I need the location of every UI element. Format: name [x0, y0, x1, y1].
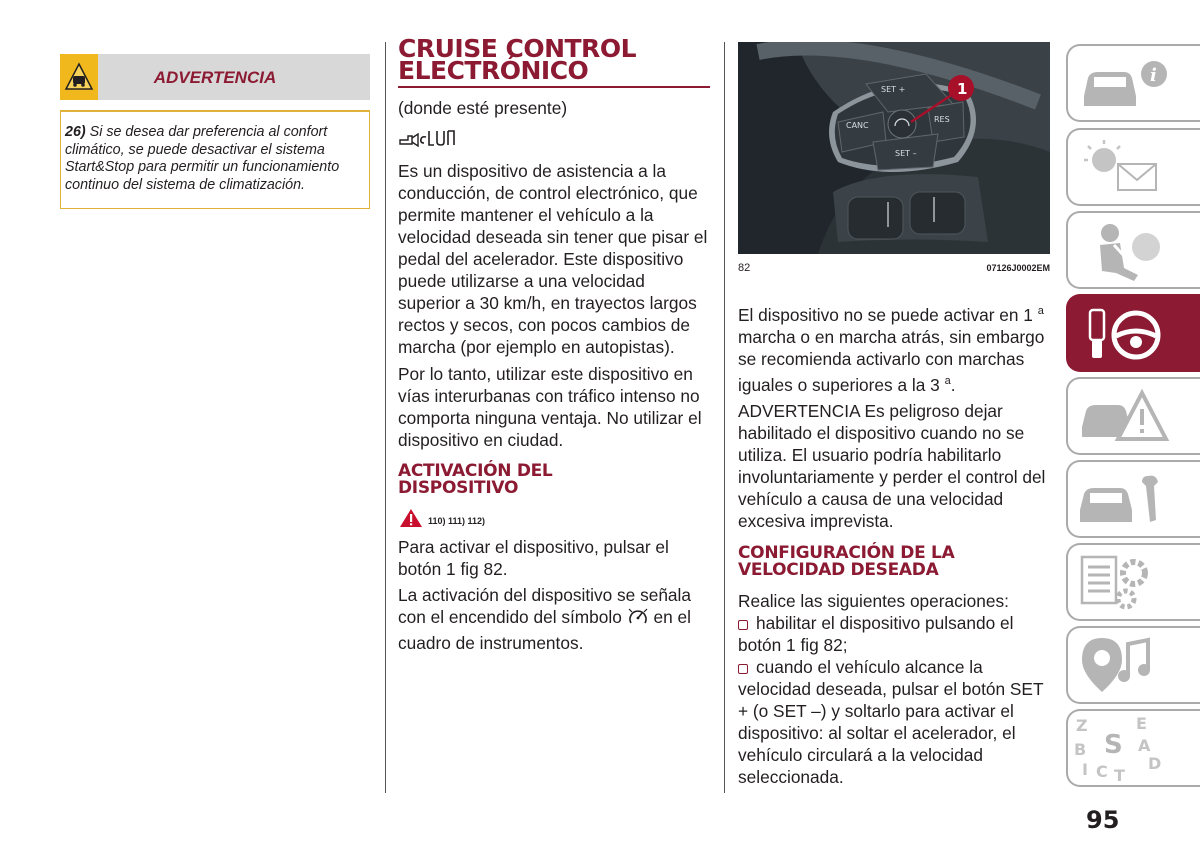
safety-seat-icon	[1068, 213, 1188, 287]
tab-technical-data[interactable]	[1066, 543, 1200, 621]
index-letter: I	[1082, 760, 1088, 779]
checkbox-bullet-icon	[738, 620, 748, 630]
gear-paragraph	[738, 300, 1050, 396]
svg-text:i: i	[1150, 65, 1157, 86]
multimedia-icon	[1068, 628, 1188, 702]
steering-key-icon	[1068, 296, 1188, 370]
index-letter: A	[1138, 736, 1151, 755]
activation-heading-line2: DISPOSITIVO	[398, 478, 519, 498]
page-number: 95	[1086, 806, 1120, 834]
activation-heading-line1: ACTIVACIÓN DEL	[398, 461, 553, 481]
steering-wheel-figure	[738, 42, 1050, 254]
warning-note-text: Si se desea dar preferencia al confort climático, se puede desactivar el sistema Start&Stop para permitir un funcionamiento continuo del sistema de climatización.	[65, 124, 340, 193]
cruise-symbol-icon	[627, 607, 649, 632]
column-divider-left	[385, 42, 386, 793]
set-minus-label: SET –	[895, 149, 917, 158]
index-letter: E	[1136, 714, 1147, 733]
gear-text-b: marcha o en marcha atrás, sin embargo se recomienda activarlo con marchas iguales o superiores a la 3	[738, 326, 1045, 395]
tab-safety[interactable]	[1066, 211, 1200, 289]
res-label: RES	[934, 115, 950, 124]
index-letter: C	[1096, 762, 1108, 781]
eco-pack-icon	[398, 128, 456, 155]
car-info-icon	[1068, 46, 1188, 120]
activation-paragraph-1: Para activar el dispositivo, pulsar el botón 1 fig 82.	[398, 537, 669, 579]
index-alphabet-icon	[1068, 711, 1188, 785]
index-letter: T	[1114, 766, 1125, 785]
tab-maintenance[interactable]	[1066, 460, 1200, 538]
activation-text-before: La activación del dispositivo se señala con el encendido del símbolo	[398, 585, 691, 627]
warning-car-icon	[1068, 379, 1188, 453]
callout-number: 1	[957, 80, 968, 98]
config-bullet-2	[738, 656, 1050, 788]
gear-text-a: El dispositivo no se puede activar en 1	[738, 304, 1033, 325]
set-plus-label: SET +	[881, 85, 906, 94]
title-underline	[398, 86, 710, 88]
index-letter: S	[1104, 730, 1123, 760]
tab-steering-starting[interactable]	[1066, 294, 1200, 372]
config-bullet-1	[738, 612, 1050, 656]
config-bullet-2-text: cuando el vehículo alcance la velocidad deseada, pulsar el botón SET + (o SET –) y soltarlo para activar el dispositivo: al soltar el acelerador, el vehículo circulará a la velocidad seleccionada.	[738, 657, 1044, 787]
specs-gear-icon	[1068, 545, 1188, 619]
config-bullet-1-text: habilitar el dispositivo pulsando el botón 1 fig 82;	[738, 613, 1014, 655]
config-heading	[738, 545, 1050, 579]
activation-heading	[398, 463, 710, 497]
column-divider-right	[724, 42, 725, 793]
warning-note-number: 26)	[65, 124, 86, 140]
figure-number: 82	[738, 262, 751, 274]
warning-note	[65, 124, 367, 194]
section-title	[398, 34, 710, 85]
activation-references: 110) 111) 112)	[428, 516, 486, 526]
tab-car-info[interactable]	[1066, 44, 1200, 122]
checkbox-bullet-icon	[738, 664, 748, 674]
intro-paragraph: Es un dispositivo de asistencia a la conducción, de control electrónico, que permite mantener el vehículo a la velocidad deseada sin tener que pisar el pedal del acelerador. Este dispositivo puede utilizarse a una velocidad superior a 30 km/h, en trayectos largos rectos y secos, con pocos cambios de marcha (por ejemplo en autopistas).	[398, 161, 708, 357]
gear-superscript-2: a	[944, 374, 951, 387]
index-letter: Z	[1076, 716, 1088, 735]
tab-index[interactable]	[1066, 709, 1200, 787]
section-title-line1: CRUISE CONTROL	[398, 34, 636, 63]
availability-note: (donde esté presente)	[398, 98, 568, 118]
gear-text-c: .	[950, 374, 956, 395]
warning-icon	[60, 54, 98, 100]
car-maintenance-icon	[1068, 462, 1188, 536]
danger-triangle-icon	[399, 508, 423, 533]
config-intro: Realice las siguientes operaciones:	[738, 591, 1009, 611]
config-heading-line1: CONFIGURACIÓN DE LA	[738, 543, 955, 563]
gear-superscript-1: a	[1037, 305, 1044, 317]
dashboard-lights-icon	[1068, 130, 1188, 204]
activation-text-after: en el cuadro de instrumentos.	[398, 607, 691, 653]
figure-code: 07126J0002EM	[986, 263, 1050, 273]
activation-paragraph-2	[398, 584, 710, 654]
tab-emergency[interactable]	[1066, 377, 1200, 455]
index-letter: B	[1074, 740, 1087, 759]
config-heading-line2: VELOCIDAD DESEADA	[738, 560, 939, 580]
tab-multimedia[interactable]	[1066, 626, 1200, 704]
city-paragraph: Por lo tanto, utilizar este dispositivo en vías interurbanas con tráfico intenso no comporta ninguna ventaja. No utilizar el dispositivo en ciudad.	[398, 364, 702, 450]
warning-title: ADVERTENCIA	[153, 68, 277, 87]
tab-dashboard[interactable]	[1066, 128, 1200, 206]
canc-label: CANC	[846, 121, 869, 130]
warning-paragraph: ADVERTENCIA Es peligroso dejar habilitado el dispositivo cuando no se utiliza. El usuario podría habilitarlo involuntariamente y perder el control del vehículo a causa de una velocidad excesiva imprevista.	[738, 401, 1046, 531]
section-title-line2: ELECTRÓNICO	[398, 56, 589, 85]
index-letter: D	[1148, 754, 1162, 773]
